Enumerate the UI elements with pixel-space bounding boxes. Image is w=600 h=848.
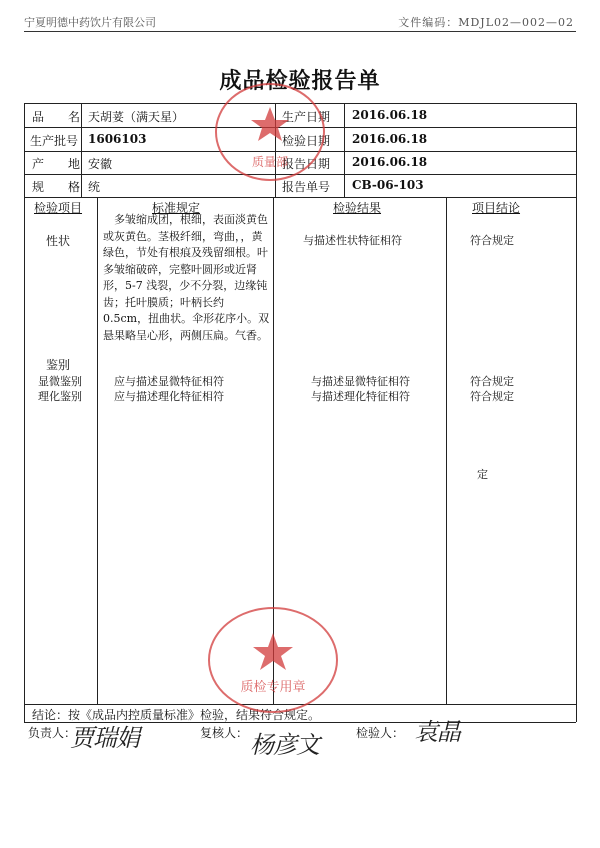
info-col-line xyxy=(81,103,82,197)
inspector-signature: 袁晶 xyxy=(414,718,460,746)
physicochemical-conclusion: 符合规定 xyxy=(470,390,514,403)
character-standard: 多皱缩成团，根细，表面淡黄色或灰黄色。茎极纤细，弯曲，，黄绿色，节处有根痕及残留细根。叶多皱缩破碎，完整叶圆形或近肾形，5-7 浅裂，少不分裂，边缘钝齿；托叶膜质；叶柄长约 0.5cm，扭曲状。伞形花序小。双悬果略呈心形，两侧压扁。气香。 xyxy=(103,213,270,342)
conclusion-text: 结论：按《成品内控质量标准》检验，结果符合规定。 xyxy=(32,708,321,722)
product-name-value: 天胡荽（满天星） xyxy=(88,110,185,124)
table-border-left xyxy=(24,103,25,722)
report-date-value: 2016.06.18 xyxy=(352,155,428,169)
inspection-date-value: 2016.06.18 xyxy=(352,132,428,146)
column-header-result: 检验结果 xyxy=(333,201,382,215)
identification-item: 鉴别 xyxy=(46,358,71,372)
header-rule xyxy=(24,31,576,32)
physicochemical-item: 理化鉴别 xyxy=(38,390,82,403)
report-number-label: 报告单号 xyxy=(282,180,331,194)
column-header-standard: 标准规定 xyxy=(152,201,201,215)
physicochemical-standard: 应与描述理化特征相符 xyxy=(114,390,224,403)
character-item: 性状 xyxy=(46,234,71,248)
stamp2-bottom-text: 质检专用章 xyxy=(240,680,306,695)
column-header-conclusion: 项目结论 xyxy=(472,201,521,215)
quality-dept-stamp xyxy=(210,80,330,185)
origin-label: 产 地 xyxy=(32,157,81,171)
spec-value: 统 xyxy=(88,180,101,194)
stamp-star-icon xyxy=(251,107,289,141)
table-border-right xyxy=(576,103,577,722)
microscopic-conclusion: 符合规定 xyxy=(470,375,514,388)
page-title: 成品检验报告单 xyxy=(219,69,381,94)
batch-value: 1606103 xyxy=(88,132,147,146)
microscopic-item: 显微鉴别 xyxy=(38,375,82,388)
character-conclusion: 符合规定 xyxy=(470,234,514,247)
document-number: 文件编码：MDJL02—002—02 xyxy=(398,16,574,29)
inspection-date-label: 检验日期 xyxy=(282,134,331,148)
inspector-label: 检验人： xyxy=(356,726,405,740)
batch-label: 生产批号 xyxy=(30,134,79,148)
origin-value: 安徽 xyxy=(88,157,113,171)
inspection-col-line xyxy=(446,197,447,704)
spec-label: 规 格 xyxy=(32,180,81,194)
production-date-value: 2016.06.18 xyxy=(352,108,428,122)
stamp-star-icon xyxy=(253,633,293,670)
report-number-value: CB-06-103 xyxy=(352,178,424,192)
stamp1-bottom-text: 质量部 xyxy=(251,155,289,169)
reviewer-signature: 杨彦文 xyxy=(250,731,319,759)
product-name-label: 品 名 xyxy=(32,110,81,124)
column-header-item: 检验项目 xyxy=(34,201,83,215)
microscopic-standard: 应与描述显微特征相符 xyxy=(114,375,224,388)
responsible-label: 负责人： xyxy=(28,726,77,740)
qc-seal-stamp xyxy=(203,603,343,718)
table-row-line xyxy=(24,197,576,198)
info-col-line xyxy=(344,103,345,197)
microscopic-result: 与描述显微特征相符 xyxy=(311,375,410,388)
reviewer-label: 复核人： xyxy=(200,726,249,740)
report-date-label: 报告日期 xyxy=(282,157,331,171)
inspection-col-line xyxy=(97,197,98,704)
physicochemical-result: 与描述理化特征相符 xyxy=(311,390,410,403)
character-result: 与描述性状特征相符 xyxy=(303,234,402,247)
stray-mark: 定 xyxy=(477,468,488,481)
production-date-label: 生产日期 xyxy=(282,110,331,124)
responsible-signature: 贾瑞娟 xyxy=(70,724,139,752)
company-name: 宁夏明德中药饮片有限公司 xyxy=(24,16,156,29)
